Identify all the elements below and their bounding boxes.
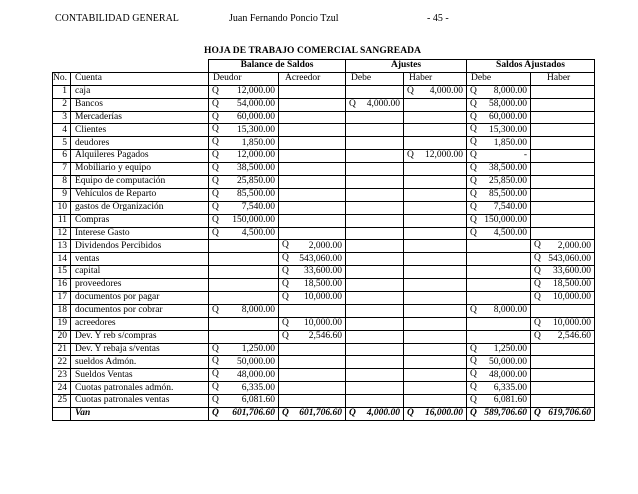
row-no: 15 bbox=[53, 266, 71, 279]
cell-saldos-debe-empty bbox=[467, 317, 531, 330]
row-cuenta: Alquileres Pagados bbox=[71, 150, 209, 163]
cell-saldos-debe: Q 1,250.00 bbox=[467, 343, 531, 356]
cell-ajustes-debe: Q 4,000.00 bbox=[346, 98, 404, 111]
table-row bbox=[53, 176, 595, 189]
col-acreedor: Acreedor bbox=[279, 72, 346, 85]
cell-ajustes-haber-empty bbox=[404, 163, 467, 176]
cell-acreedor-empty bbox=[279, 369, 346, 382]
cell-acreedor: Q 18,500.00 bbox=[279, 279, 346, 292]
row-cuenta: sueldos Admón. bbox=[71, 356, 209, 369]
row-cuenta: Cuotas patronales admón. bbox=[71, 382, 209, 395]
row-no: 17 bbox=[53, 292, 71, 305]
row-no: 8 bbox=[53, 176, 71, 189]
cell-ajustes-debe-empty bbox=[346, 201, 404, 214]
cell-ajustes-debe-empty bbox=[346, 369, 404, 382]
cell-deudor-empty bbox=[209, 266, 279, 279]
row-cuenta: Clientes bbox=[71, 124, 209, 137]
cell-deudor: Q 8,000.00 bbox=[209, 304, 279, 317]
cell-acreedor: Q 2,546.60 bbox=[279, 330, 346, 343]
cell-acreedor-empty bbox=[279, 382, 346, 395]
cell-deudor: Q 60,000.00 bbox=[209, 111, 279, 124]
table-row bbox=[53, 292, 595, 305]
cell-acreedor: Q 10,000.00 bbox=[279, 317, 346, 330]
row-cuenta: Dev. Y reb s/compras bbox=[71, 330, 209, 343]
table-row bbox=[53, 266, 595, 279]
column-header bbox=[53, 72, 595, 85]
totals-label: Van bbox=[71, 408, 209, 421]
row-no: 25 bbox=[53, 395, 71, 408]
cell-acreedor: Q 33,600.00 bbox=[279, 266, 346, 279]
cell-saldos-debe: Q 8,000.00 bbox=[467, 304, 531, 317]
cell-saldos-haber-empty bbox=[531, 124, 595, 137]
cell-saldos-haber-empty bbox=[531, 163, 595, 176]
table-row bbox=[53, 317, 595, 330]
cell-ajustes-haber-empty bbox=[404, 214, 467, 227]
row-no: 22 bbox=[53, 356, 71, 369]
cell-deudor-empty bbox=[209, 240, 279, 253]
row-no: 16 bbox=[53, 279, 71, 292]
cell-ajustes-debe-empty bbox=[346, 163, 404, 176]
row-no: 13 bbox=[53, 240, 71, 253]
cell-acreedor-empty bbox=[279, 85, 346, 98]
row-no: 24 bbox=[53, 382, 71, 395]
cell-deudor-empty bbox=[209, 279, 279, 292]
cell-acreedor-empty bbox=[279, 201, 346, 214]
cell-acreedor-empty bbox=[279, 163, 346, 176]
cell-saldos-haber-empty bbox=[531, 304, 595, 317]
cell-ajustes-haber-empty bbox=[404, 137, 467, 150]
cell-ajustes-debe-empty bbox=[346, 253, 404, 266]
cell-saldos-haber-empty bbox=[531, 150, 595, 163]
group-balance-de-saldos: Balance de Saldos bbox=[209, 60, 346, 73]
table-row bbox=[53, 279, 595, 292]
cell-ajustes-haber-empty bbox=[404, 292, 467, 305]
cell-saldos-debe-empty bbox=[467, 330, 531, 343]
row-no: 12 bbox=[53, 227, 71, 240]
cell-saldos-debe: Q 58,000.00 bbox=[467, 98, 531, 111]
cell-acreedor-empty bbox=[279, 343, 346, 356]
cell-ajustes-haber-empty bbox=[404, 266, 467, 279]
cell-ajustes-debe-empty bbox=[346, 356, 404, 369]
cell-ajustes-debe-empty bbox=[346, 176, 404, 189]
cell-ajustes-debe-empty bbox=[346, 111, 404, 124]
table-row bbox=[53, 382, 595, 395]
cell-ajustes-haber-empty bbox=[404, 279, 467, 292]
column-group-header bbox=[53, 60, 595, 73]
cell-acreedor: Q 10,000.00 bbox=[279, 292, 346, 305]
cell-ajustes-debe-empty bbox=[346, 124, 404, 137]
cell-saldos-debe-empty bbox=[467, 292, 531, 305]
col-ajustes-haber: Haber bbox=[404, 72, 467, 85]
cell-ajustes-haber-empty bbox=[404, 176, 467, 189]
cell-deudor: Q 12,000.00 bbox=[209, 85, 279, 98]
cell-ajustes-debe-empty bbox=[346, 214, 404, 227]
cell-saldos-haber-empty bbox=[531, 85, 595, 98]
page-number: - 45 - bbox=[427, 13, 449, 24]
cell-ajustes-debe-empty bbox=[346, 137, 404, 150]
cell-saldos-debe: Q 50,000.00 bbox=[467, 356, 531, 369]
cell-saldos-debe-empty bbox=[467, 240, 531, 253]
cell-deudor: Q 4,500.00 bbox=[209, 227, 279, 240]
group-saldos-ajustados: Saldos Ajustados bbox=[467, 60, 595, 73]
cell-ajustes-haber-empty bbox=[404, 395, 467, 408]
cell-ajustes-haber: Q 12,000.00 bbox=[404, 150, 467, 163]
author-name: Juan Fernando Poncio Tzul bbox=[229, 13, 339, 24]
table-row bbox=[53, 98, 595, 111]
cell-ajustes-haber-empty bbox=[404, 330, 467, 343]
cell-acreedor-empty bbox=[279, 188, 346, 201]
cell-saldos-debe: Q 150,000.00 bbox=[467, 214, 531, 227]
row-no: 19 bbox=[53, 317, 71, 330]
cell-acreedor: Q 543,060.00 bbox=[279, 253, 346, 266]
row-cuenta: Cuotas patronales ventas bbox=[71, 395, 209, 408]
cell-saldos-haber: Q 33,600.00 bbox=[531, 266, 595, 279]
cell-saldos-debe: Q - bbox=[467, 150, 531, 163]
cell-ajustes-haber: Q 4,000.00 bbox=[404, 85, 467, 98]
table-row bbox=[53, 124, 595, 137]
cell-saldos-haber-empty bbox=[531, 227, 595, 240]
cell-saldos-haber-empty bbox=[531, 382, 595, 395]
row-no: 23 bbox=[53, 369, 71, 382]
cell-acreedor-empty bbox=[279, 111, 346, 124]
cell-acreedor-empty bbox=[279, 150, 346, 163]
cell-ajustes-debe-empty bbox=[346, 85, 404, 98]
cell-deudor: Q 15,300.00 bbox=[209, 124, 279, 137]
table-row bbox=[53, 201, 595, 214]
cell-saldos-haber-empty bbox=[531, 356, 595, 369]
table-row bbox=[53, 150, 595, 163]
cell-ajustes-haber-empty bbox=[404, 317, 467, 330]
cell-deudor: Q 1,850.00 bbox=[209, 137, 279, 150]
cell-saldos-debe: Q 6,081.60 bbox=[467, 395, 531, 408]
row-no: 4 bbox=[53, 124, 71, 137]
cell-deudor-empty bbox=[209, 330, 279, 343]
cell-saldos-haber-empty bbox=[531, 98, 595, 111]
cell-ajustes-haber-empty bbox=[404, 188, 467, 201]
row-cuenta: Dividendos Percibidos bbox=[71, 240, 209, 253]
row-cuenta: Mercaderías bbox=[71, 111, 209, 124]
cell-saldos-debe-empty bbox=[467, 266, 531, 279]
table-row bbox=[53, 240, 595, 253]
cell-saldos-haber: Q 2,546.60 bbox=[531, 330, 595, 343]
total-saldos-debe: Q 589,706.60 bbox=[467, 408, 531, 421]
cell-saldos-debe: Q 25,850.00 bbox=[467, 176, 531, 189]
col-no: No. bbox=[53, 72, 71, 85]
cell-ajustes-haber-empty bbox=[404, 227, 467, 240]
cell-ajustes-debe-empty bbox=[346, 240, 404, 253]
cell-ajustes-debe-empty bbox=[346, 395, 404, 408]
cell-saldos-haber: Q 10,000.00 bbox=[531, 292, 595, 305]
cell-deudor: Q 85,500.00 bbox=[209, 188, 279, 201]
cell-saldos-haber-empty bbox=[531, 343, 595, 356]
worksheet-table bbox=[52, 59, 595, 421]
col-deudor: Deudor bbox=[209, 72, 279, 85]
table-row bbox=[53, 163, 595, 176]
table-row bbox=[53, 111, 595, 124]
cell-deudor-empty bbox=[209, 317, 279, 330]
row-cuenta: acreedores bbox=[71, 317, 209, 330]
table-row bbox=[53, 188, 595, 201]
cell-ajustes-debe-empty bbox=[346, 382, 404, 395]
table-row bbox=[53, 227, 595, 240]
cell-saldos-debe: Q 48,000.00 bbox=[467, 369, 531, 382]
cell-saldos-haber: Q 543,060.00 bbox=[531, 253, 595, 266]
cell-ajustes-debe-empty bbox=[346, 227, 404, 240]
cell-saldos-haber-empty bbox=[531, 201, 595, 214]
group-ajustes: Ajustes bbox=[346, 60, 467, 73]
table-row bbox=[53, 343, 595, 356]
cell-saldos-debe: Q 60,000.00 bbox=[467, 111, 531, 124]
row-no: 11 bbox=[53, 214, 71, 227]
cell-ajustes-debe-empty bbox=[346, 150, 404, 163]
table-row bbox=[53, 304, 595, 317]
cell-deudor: Q 54,000.00 bbox=[209, 98, 279, 111]
cell-saldos-haber: Q 18,500.00 bbox=[531, 279, 595, 292]
row-cuenta: Equipo de computación bbox=[71, 176, 209, 189]
cell-acreedor-empty bbox=[279, 356, 346, 369]
row-cuenta: ventas bbox=[71, 253, 209, 266]
cell-acreedor-empty bbox=[279, 395, 346, 408]
row-cuenta: Dev. Y rebaja s/ventas bbox=[71, 343, 209, 356]
cell-saldos-haber-empty bbox=[531, 214, 595, 227]
cell-saldos-haber-empty bbox=[531, 176, 595, 189]
cell-acreedor-empty bbox=[279, 98, 346, 111]
row-no: 20 bbox=[53, 330, 71, 343]
table-row bbox=[53, 330, 595, 343]
col-ajustes-debe: Debe bbox=[346, 72, 404, 85]
row-cuenta: proveedores bbox=[71, 279, 209, 292]
row-no: 2 bbox=[53, 98, 71, 111]
cell-acreedor-empty bbox=[279, 176, 346, 189]
row-no: 7 bbox=[53, 163, 71, 176]
cell-ajustes-haber-empty bbox=[404, 111, 467, 124]
cell-ajustes-haber-empty bbox=[404, 201, 467, 214]
table-row bbox=[53, 253, 595, 266]
table-row bbox=[53, 356, 595, 369]
cell-deudor: Q 25,850.00 bbox=[209, 176, 279, 189]
col-saldos-debe: Debe bbox=[467, 72, 531, 85]
cell-deudor: Q 48,000.00 bbox=[209, 369, 279, 382]
cell-saldos-debe: Q 38,500.00 bbox=[467, 163, 531, 176]
total-ajustes-haber: Q 16,000.00 bbox=[404, 408, 467, 421]
total-acreedor: Q 601,706.60 bbox=[279, 408, 346, 421]
cell-ajustes-debe-empty bbox=[346, 266, 404, 279]
total-deudor: Q 601,706.60 bbox=[209, 408, 279, 421]
cell-acreedor-empty bbox=[279, 124, 346, 137]
row-no: 10 bbox=[53, 201, 71, 214]
cell-saldos-haber: Q 2,000.00 bbox=[531, 240, 595, 253]
cell-ajustes-haber-empty bbox=[404, 356, 467, 369]
cell-ajustes-debe-empty bbox=[346, 292, 404, 305]
cell-saldos-debe: Q 8,000.00 bbox=[467, 85, 531, 98]
cell-deudor: Q 7,540.00 bbox=[209, 201, 279, 214]
cell-ajustes-haber-empty bbox=[404, 98, 467, 111]
totals-row bbox=[53, 408, 595, 421]
row-cuenta: capital bbox=[71, 266, 209, 279]
cell-saldos-debe: Q 85,500.00 bbox=[467, 188, 531, 201]
row-no: 6 bbox=[53, 150, 71, 163]
row-cuenta: caja bbox=[71, 85, 209, 98]
cell-deudor: Q 50,000.00 bbox=[209, 356, 279, 369]
cell-acreedor-empty bbox=[279, 304, 346, 317]
cell-saldos-debe: Q 15,300.00 bbox=[467, 124, 531, 137]
row-cuenta: Vehículos de Reparto bbox=[71, 188, 209, 201]
cell-saldos-haber: Q 10,000.00 bbox=[531, 317, 595, 330]
table-row bbox=[53, 85, 595, 98]
table-row bbox=[53, 369, 595, 382]
table-row bbox=[53, 395, 595, 408]
row-cuenta: Mobiliario y equipo bbox=[71, 163, 209, 176]
cell-ajustes-haber-empty bbox=[404, 240, 467, 253]
row-cuenta: Bancos bbox=[71, 98, 209, 111]
table-row bbox=[53, 214, 595, 227]
cell-ajustes-haber-empty bbox=[404, 382, 467, 395]
cell-ajustes-debe-empty bbox=[346, 304, 404, 317]
cell-ajustes-haber-empty bbox=[404, 369, 467, 382]
cell-saldos-haber-empty bbox=[531, 395, 595, 408]
row-no: 5 bbox=[53, 137, 71, 150]
cell-deudor-empty bbox=[209, 253, 279, 266]
cell-saldos-debe: Q 1,850.00 bbox=[467, 137, 531, 150]
row-no: 3 bbox=[53, 111, 71, 124]
cell-saldos-debe-empty bbox=[467, 253, 531, 266]
cell-acreedor-empty bbox=[279, 214, 346, 227]
row-cuenta: deudores bbox=[71, 137, 209, 150]
row-no: 21 bbox=[53, 343, 71, 356]
cell-saldos-debe: Q 4,500.00 bbox=[467, 227, 531, 240]
cell-saldos-haber-empty bbox=[531, 111, 595, 124]
row-no: 14 bbox=[53, 253, 71, 266]
row-cuenta: documentos por pagar bbox=[71, 292, 209, 305]
row-no: 1 bbox=[53, 85, 71, 98]
cell-ajustes-debe-empty bbox=[346, 330, 404, 343]
row-cuenta: Compras bbox=[71, 214, 209, 227]
cell-deudor: Q 1,250.00 bbox=[209, 343, 279, 356]
worksheet-title: HOJA DE TRABAJO COMERCIAL SANGREADA bbox=[204, 46, 422, 56]
cell-saldos-debe: Q 7,540.00 bbox=[467, 201, 531, 214]
cell-ajustes-haber-empty bbox=[404, 343, 467, 356]
cell-deudor: Q 38,500.00 bbox=[209, 163, 279, 176]
total-ajustes-debe: Q 4,000.00 bbox=[346, 408, 404, 421]
cell-deudor: Q 12,000.00 bbox=[209, 150, 279, 163]
cell-ajustes-haber-empty bbox=[404, 253, 467, 266]
row-cuenta: documentos por cobrar bbox=[71, 304, 209, 317]
cell-ajustes-debe-empty bbox=[346, 188, 404, 201]
row-cuenta: gastos de Organización bbox=[71, 201, 209, 214]
row-cuenta: Interese Gasto bbox=[71, 227, 209, 240]
cell-saldos-debe-empty bbox=[467, 279, 531, 292]
cell-acreedor: Q 2,000.00 bbox=[279, 240, 346, 253]
col-saldos-haber: Haber bbox=[531, 72, 595, 85]
cell-ajustes-debe-empty bbox=[346, 279, 404, 292]
cell-ajustes-debe-empty bbox=[346, 343, 404, 356]
cell-saldos-haber-empty bbox=[531, 137, 595, 150]
row-cuenta: Sueldos Ventas bbox=[71, 369, 209, 382]
course-title: CONTABILIDAD GENERAL bbox=[55, 13, 179, 24]
cell-deudor: Q 150,000.00 bbox=[209, 214, 279, 227]
cell-deudor: Q 6,335.00 bbox=[209, 382, 279, 395]
cell-acreedor-empty bbox=[279, 227, 346, 240]
row-no: 9 bbox=[53, 188, 71, 201]
total-saldos-haber: Q 619,706.60 bbox=[531, 408, 595, 421]
row-no: 18 bbox=[53, 304, 71, 317]
cell-ajustes-haber-empty bbox=[404, 124, 467, 137]
cell-saldos-debe: Q 6,335.00 bbox=[467, 382, 531, 395]
cell-deudor-empty bbox=[209, 292, 279, 305]
cell-ajustes-haber-empty bbox=[404, 304, 467, 317]
cell-saldos-haber-empty bbox=[531, 188, 595, 201]
table-row bbox=[53, 137, 595, 150]
cell-ajustes-debe-empty bbox=[346, 317, 404, 330]
cell-saldos-haber-empty bbox=[531, 369, 595, 382]
cell-deudor: Q 6,081.60 bbox=[209, 395, 279, 408]
cell-acreedor-empty bbox=[279, 137, 346, 150]
col-cuenta: Cuenta bbox=[71, 72, 209, 85]
